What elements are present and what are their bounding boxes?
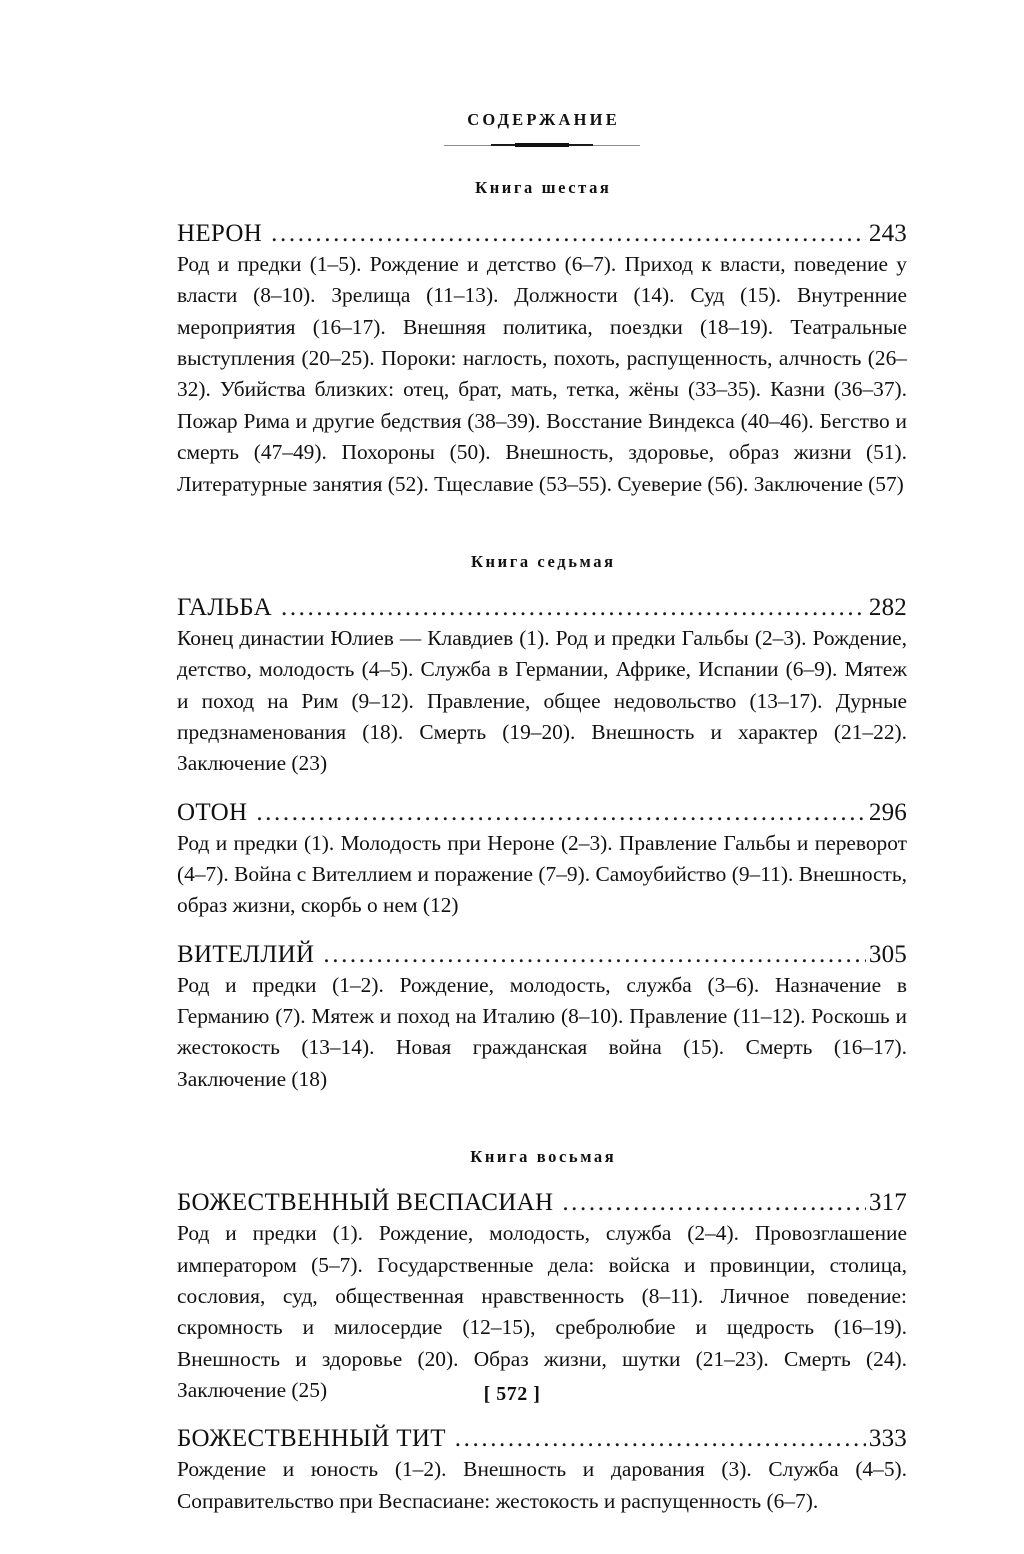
toc-entry[interactable] [177, 1188, 907, 1406]
book-section [177, 1147, 907, 1517]
toc-entry-title[interactable]: БОЖЕСТВЕННЫЙ ВЕСПАСИАН [177, 1189, 554, 1217]
book-section [177, 178, 907, 500]
toc-entry-title[interactable]: БОЖЕСТВЕННЫЙ ТИТ [177, 1425, 446, 1453]
toc-entry[interactable] [177, 1424, 907, 1517]
header-divider-rule [444, 142, 640, 149]
leader-dots [271, 219, 866, 244]
toc-entry-page-number[interactable]: 317 [868, 1189, 907, 1217]
toc-entry-title-row[interactable] [177, 798, 907, 827]
page-header [177, 0, 907, 149]
table-of-contents [177, 178, 907, 1517]
toc-entry-page-number[interactable]: 333 [868, 1425, 907, 1453]
page-folio: [ 572 ] [483, 1383, 541, 1405]
toc-entry[interactable] [177, 593, 907, 780]
toc-entry[interactable] [177, 798, 907, 922]
toc-entry-title-row[interactable] [177, 1424, 907, 1453]
book-heading: Книга шестая [475, 178, 612, 197]
toc-entry-title[interactable]: ВИТЕЛЛИЙ [177, 940, 315, 968]
toc-entry-title[interactable]: НЕРОН [177, 220, 263, 247]
toc-entry-title[interactable]: ГАЛЬБА [177, 593, 272, 621]
toc-entry-description: Рождение и юность (1–2). Внешность и дарования (3). Служба (4–5). Соправительство при Веспасиане: жестокость и распущенность (6–7). [177, 1457, 907, 1513]
toc-entry-page-number[interactable]: 243 [868, 220, 907, 247]
toc-entry[interactable] [177, 219, 907, 500]
toc-entry-description: Род и предки (1–5). Рождение и детство (6–7). Приход к власти, поведение у власти (8–10). Зрелища (11–13). Должности (14). Суд (15). Внутренние мероприятия (16–17). Внешняя политика, поездки (18–19). Театральные выступления (20–25). Пороки: наглость, похоть, распущенность, алчность (26–32). Убийства близких: отец, брат, мать, тетка, жёны (33–35). Казни (36–37). Пожар Рима и другие бедствия (38–39). Восстание Виндекса (40–46). Бегство и смерть (47–49). Похороны (50). Внешность, здоровье, образ жизни (51). Литературные занятия (52). Тщеславие (53–55). Суеверие (56). Заключение (57) [177, 252, 907, 496]
toc-entry-page-number[interactable]: 305 [868, 940, 907, 968]
book-heading: Книга седьмая [470, 551, 616, 571]
toc-entry-title[interactable]: ОТОН [177, 798, 248, 826]
toc-entry-description: Конец династии Юлиев — Клавдиев (1). Род и предки Гальбы (2–3). Рождение, детство, молодость (4–5). Служба в Германии, Африке, Испании (6–9). Мятеж и поход на Рим (9–12). Правление, общее недовольство (13–17). Дурные предзнаменования (18). Смерть (19–20). Внешность и характер (21–22). Заключение (23) [177, 625, 907, 776]
toc-entry-title-row[interactable] [177, 593, 907, 622]
rule-core-band [515, 143, 570, 147]
toc-entry-title-row[interactable] [177, 1188, 907, 1217]
page-content [177, 0, 907, 1517]
leader-dots [323, 940, 866, 965]
toc-entry-description: Род и предки (1). Молодость при Нероне (2–3). Правление Гальбы и переворот (4–7). Война с Вителлием и поражение (7–9). Самоубийство (9–11). Внешность, образ жизни, скорбь о нем (12) [177, 830, 907, 918]
toc-entry-description: Род и предки (1–2). Рождение, молодость, служба (3–6). Назначение в Германию (7). Мятеж и поход на Италию (8–10). Правление (11–12). Роскошь и жестокость (13–14). Новая гражданская война (15). Смерть (16–17). Заключение (18) [177, 972, 907, 1091]
toc-entry-title-row[interactable] [177, 940, 907, 969]
toc-entry-title-row[interactable] [177, 219, 907, 248]
leader-dots [256, 798, 866, 823]
leader-dots [562, 1188, 866, 1213]
book-section [177, 552, 907, 1095]
leader-dots [281, 593, 866, 618]
toc-entry-page-number[interactable]: 296 [868, 798, 907, 826]
page-title: СОДЕРЖАНИЕ [467, 110, 620, 129]
leader-dots [455, 1424, 866, 1449]
toc-entry[interactable] [177, 940, 907, 1095]
book-heading: Книга восьмая [470, 1147, 617, 1167]
toc-entry-description: Род и предки (1). Рождение, молодость, служба (2–4). Провозглашение императором (5–7). Государственные дела: войска и провинции, столица, сословия, суд, общественная нравственность (8–11). Личное поведение: скромность и милосердие (12–15), сребролюбие и щедрость (16–19). Внешность и здоровье (20). Образ жизни, шутки (21–23). Смерть (24). Заключение (25) [177, 1221, 907, 1402]
toc-entry-page-number[interactable]: 282 [868, 593, 907, 621]
